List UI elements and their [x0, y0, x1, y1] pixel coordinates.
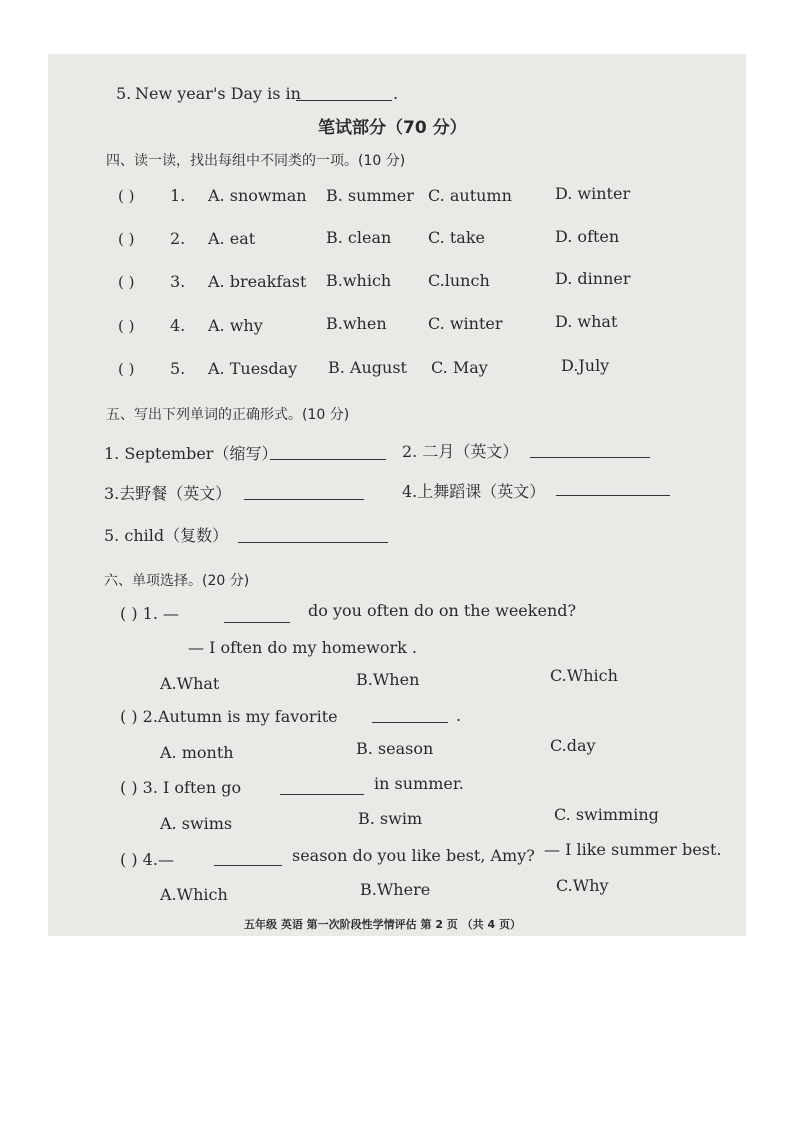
- answer-blank[interactable]: [372, 722, 448, 723]
- choice-b: B.Where: [360, 880, 431, 899]
- answer-blank[interactable]: [270, 459, 386, 460]
- choice-b: B. swim: [358, 809, 423, 828]
- word-form-item: 3.去野餐（英文）: [104, 484, 232, 503]
- question-text: in summer.: [374, 774, 464, 793]
- choice-a: A.Which: [160, 885, 228, 904]
- option-d: D. what: [555, 312, 618, 331]
- choice-a: A.What: [160, 674, 220, 693]
- option-b: B. summer: [326, 186, 414, 205]
- option-c: C. May: [431, 358, 488, 377]
- word-form-item: 1. September（缩写）: [104, 444, 278, 463]
- word-form-item: 4.上舞蹈课（英文）: [402, 482, 546, 501]
- answer-blank[interactable]: [214, 865, 282, 866]
- answer-blank[interactable]: [244, 499, 364, 500]
- answer-paren[interactable]: ( ): [118, 230, 135, 248]
- question-number: 1.: [170, 186, 186, 205]
- option-a: A. breakfast: [208, 272, 307, 291]
- option-b: B. August: [328, 358, 407, 377]
- choice-c: C.Why: [556, 876, 609, 895]
- answer-blank[interactable]: [280, 794, 364, 795]
- option-d: D. winter: [555, 184, 631, 203]
- option-d: D.July: [561, 356, 610, 375]
- word-form-item: 2. 二月（英文）: [402, 442, 519, 461]
- question-period: .: [456, 706, 462, 725]
- choice-b: B. season: [356, 739, 434, 758]
- dialogue-answer: — I often do my homework .: [188, 638, 418, 657]
- top-item-number: 5.: [116, 84, 132, 103]
- choice-c: C.Which: [550, 666, 618, 685]
- answer-blank[interactable]: [530, 457, 650, 458]
- word-form-item: 5. child（复数）: [104, 526, 229, 545]
- answer-blank[interactable]: [296, 100, 392, 101]
- top-item-period: .: [393, 84, 399, 103]
- page-footer: 五年级 英语 第一次阶段性学情评估 第 2 页 （共 4 页）: [244, 918, 521, 931]
- written-part-title: 笔试部分（70 分）: [318, 118, 467, 138]
- answer-paren[interactable]: ( ): [118, 360, 135, 378]
- choice-a: A. swims: [160, 814, 233, 833]
- option-b: B.which: [326, 271, 392, 290]
- option-a: A. snowman: [208, 186, 307, 205]
- option-c: C.lunch: [428, 271, 490, 290]
- option-c: C. autumn: [428, 186, 512, 205]
- section5-heading: 五、写出下列单词的正确形式。(10 分): [106, 407, 350, 423]
- answer-blank[interactable]: [238, 542, 388, 543]
- answer-blank[interactable]: [224, 622, 290, 623]
- option-c: C. winter: [428, 314, 503, 333]
- answer-blank[interactable]: [556, 495, 670, 496]
- question-stem: ( ) 4.—: [120, 850, 174, 869]
- question-stem: ( ) 2.Autumn is my favorite: [120, 707, 338, 726]
- question-text: do you often do on the weekend?: [308, 601, 577, 620]
- question-number: 4.: [170, 316, 186, 335]
- dialogue-reply: — I like summer best.: [544, 840, 722, 859]
- answer-paren[interactable]: ( ): [118, 187, 135, 205]
- question-number: 5.: [170, 359, 186, 378]
- section4-heading: 四、读一读，找出每组中不同类的一项。(10 分): [106, 153, 406, 169]
- top-item-text: New year's Day is in: [135, 84, 301, 103]
- choice-b: B.When: [356, 670, 420, 689]
- question-number: 2.: [170, 229, 186, 248]
- question-stem: ( ) 3. I often go: [120, 778, 242, 797]
- question-text: season do you like best, Amy?: [292, 846, 535, 865]
- option-b: B.when: [326, 314, 387, 333]
- option-c: C. take: [428, 228, 485, 247]
- option-a: A. eat: [208, 229, 256, 248]
- section6-heading: 六、单项选择。(20 分): [104, 573, 250, 589]
- question-stem: ( ) 1. —: [120, 604, 180, 623]
- option-b: B. clean: [326, 228, 392, 247]
- option-a: A. Tuesday: [208, 359, 298, 378]
- choice-c: C.day: [550, 736, 596, 755]
- option-d: D. dinner: [555, 269, 631, 288]
- choice-a: A. month: [160, 743, 234, 762]
- answer-paren[interactable]: ( ): [118, 273, 135, 291]
- answer-paren[interactable]: ( ): [118, 317, 135, 335]
- choice-c: C. swimming: [554, 805, 659, 824]
- question-number: 3.: [170, 272, 186, 291]
- option-d: D. often: [555, 227, 620, 246]
- exam-page: [48, 54, 746, 936]
- option-a: A. why: [208, 316, 263, 335]
